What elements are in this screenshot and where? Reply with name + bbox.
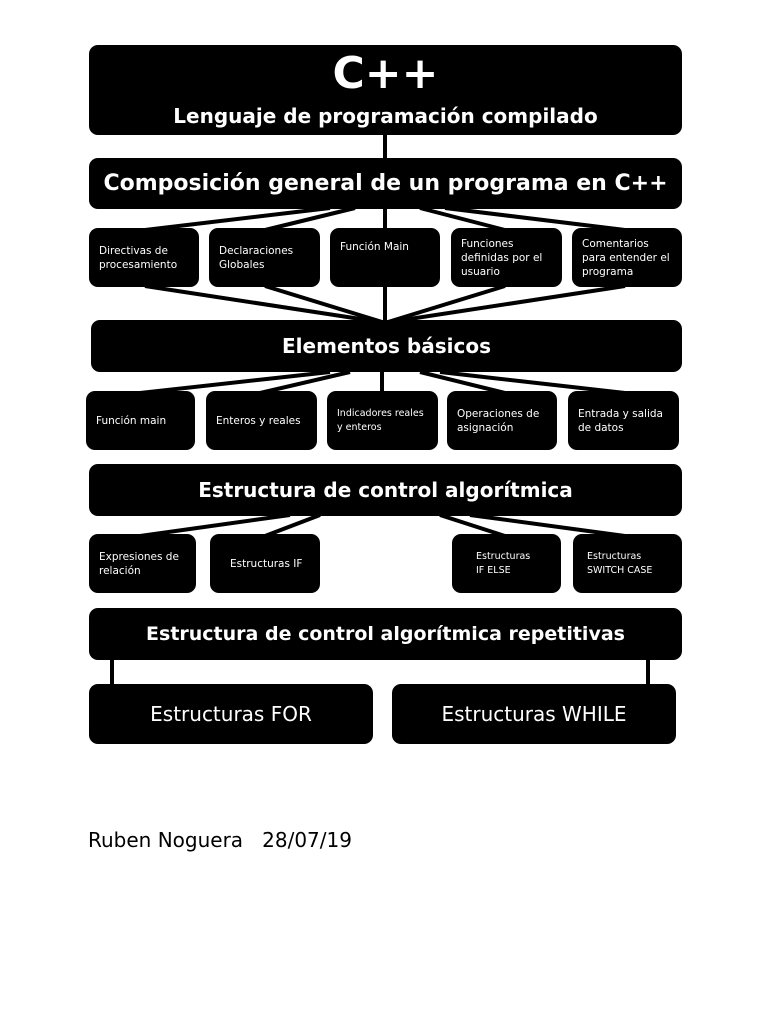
- repetitivas-item-for: Estructuras FOR: [89, 684, 373, 744]
- composicion-item-directivas: Directivas de procesamiento: [89, 228, 199, 287]
- control-header-label: Estructura de control algorítmica: [198, 478, 573, 502]
- composicion-item-funciones-definidas: Funciones definidas por el usuario: [451, 228, 562, 287]
- repetitivas-header-label: Estructura de control algorítmica repetitivas: [146, 623, 625, 645]
- footer-date: 28/07/19: [262, 828, 352, 852]
- control-item-switch-case: Estructuras SWITCH CASE: [573, 534, 682, 593]
- repetitivas-item-while: Estructuras WHILE: [392, 684, 676, 744]
- footer-signature: [88, 828, 352, 852]
- elementos-item-funcion-main: Función main: [86, 391, 195, 450]
- title-main: C++: [332, 48, 439, 99]
- elementos-header-label: Elementos básicos: [282, 334, 491, 358]
- elementos-item-entrada-salida: Entrada y salida de datos: [568, 391, 679, 450]
- footer-author: Ruben Noguera: [88, 828, 244, 852]
- composicion-header: [89, 158, 682, 209]
- control-item-if-else: Estructuras IF ELSE: [452, 534, 561, 593]
- elementos-item-indicadores: Indicadores reales y enteros: [327, 391, 438, 450]
- composicion-item-funcion-main: Función Main: [330, 228, 440, 287]
- title-subtitle: Lenguaje de programación compilado: [173, 104, 598, 128]
- repetitivas-header: [89, 608, 682, 660]
- elementos-item-operaciones: Operaciones de asignación: [447, 391, 557, 450]
- control-item-estructuras-if: Estructuras IF: [210, 534, 320, 593]
- title-box: [89, 45, 682, 135]
- elementos-header: [91, 320, 682, 372]
- control-item-expresiones: Expresiones de relación: [89, 534, 196, 593]
- composicion-item-declaraciones: Declaraciones Globales: [209, 228, 320, 287]
- control-header: [89, 464, 682, 516]
- composicion-item-comentarios: Comentarios para entender el programa: [572, 228, 682, 287]
- elementos-item-enteros-reales: Enteros y reales: [206, 391, 317, 450]
- composicion-header-label: Composición general de un programa en C++: [103, 171, 668, 196]
